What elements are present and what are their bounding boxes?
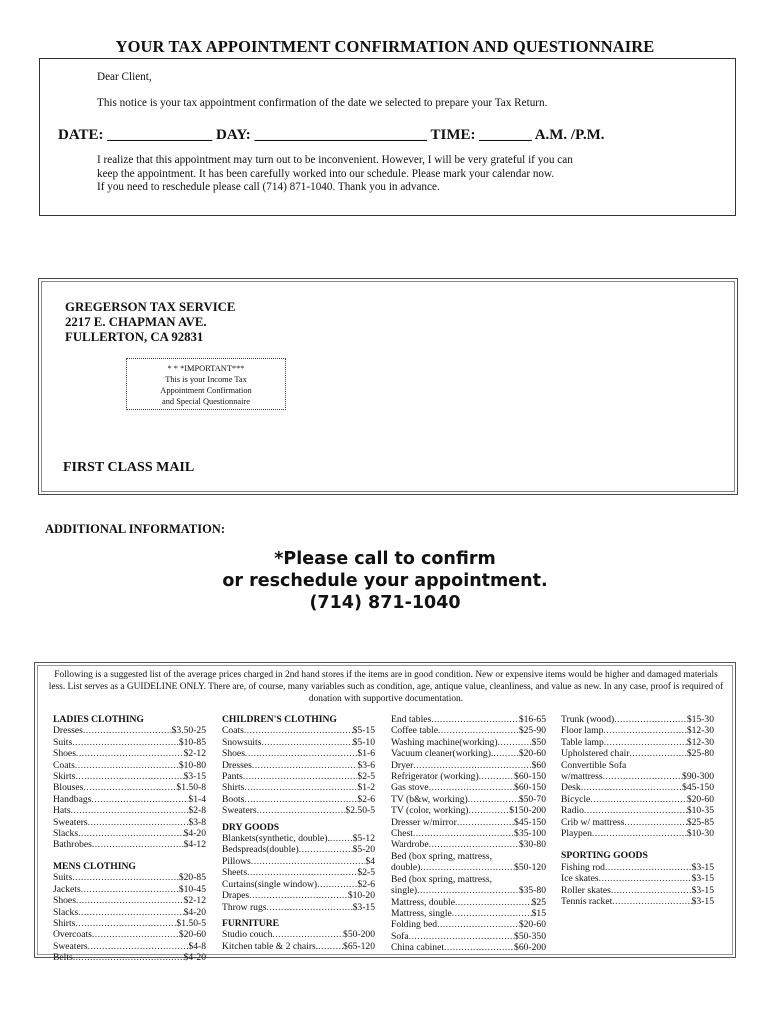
list-item: Throw rugs ..... $3-15 <box>222 902 375 913</box>
list-item: Studio couch ..... $50-200 <box>222 929 375 940</box>
price-guide-intro: Following is a suggested list of the average prices charged in 2nd hand stores if the items are in good condition. New or expensive items would be higher and damaged materials less. List serves as a GUIDELINE ONLY. There are, of course, many variables such as condition, age, antique value, cleanliness, and value as new. In any case, proof is required of donation with supportive documentation. <box>48 670 724 704</box>
list-item: Skirts ..... $3-15 <box>53 771 206 782</box>
notice-text: This notice is your tax appointment confirmation of the date we selected to prepare your Tax Return. <box>97 97 548 109</box>
price-list <box>391 714 546 851</box>
call-to-confirm-callout <box>0 548 770 614</box>
price-list <box>222 929 375 952</box>
list-item: Sweaters ..... $2.50-5 <box>222 805 375 816</box>
list-item: Sofa ..... $50-350 <box>391 931 546 942</box>
price-column-2 <box>222 714 375 952</box>
paragraph-line: If you need to reschedule please call (714) 871-1040. Thank you in advance. <box>97 181 440 193</box>
list-item: Suits ..... $20-85 <box>53 872 206 883</box>
list-item: Fishing rod ..... $3-15 <box>561 862 714 873</box>
list-item: Suits ..... $10-85 <box>53 737 206 748</box>
list-item: Overcoats ..... $20-60 <box>53 929 206 940</box>
section-heading: FURNITURE <box>222 917 280 929</box>
list-item: Shirts ..... $1.50-5 <box>53 918 206 929</box>
price-list <box>561 714 714 760</box>
greeting: Dear Client, <box>97 71 152 83</box>
list-item: Dresses ..... $3.50-25 <box>53 725 206 736</box>
list-item: Playpen ..... $10-30 <box>561 828 714 839</box>
section-heading: SPORTING GOODS <box>561 850 648 862</box>
section-heading: LADIES CLOTHING <box>53 714 144 725</box>
list-item: Slacks ..... $4-20 <box>53 828 206 839</box>
list-item: Chest ..... $35-100 <box>391 828 546 839</box>
list-item: Crib w/ mattress ..... $25-85 <box>561 817 714 828</box>
list-item: Dresser w/mirror ..... $45-150 <box>391 817 546 828</box>
list-item: China cabinet ..... $60-200 <box>391 942 546 953</box>
list-item: Shoes ..... $2-12 <box>53 895 206 906</box>
list-item: Ice skates ..... $3-15 <box>561 873 714 884</box>
section-heading: MENS CLOTHING <box>53 860 136 872</box>
price-column-1 <box>53 714 206 964</box>
important-line: Appointment Confirmation <box>160 386 252 395</box>
paragraph-line: I realize that this appointment may turn out to be inconvenient. However, I will be very grateful if you can <box>97 154 573 166</box>
reschedule-paragraph <box>97 154 573 195</box>
price-column-3 <box>391 714 546 954</box>
list-item: Table lamp ..... $12-30 <box>561 737 714 748</box>
callout-line: *Please call to confirm <box>274 549 496 569</box>
list-item: Drapes ..... $10-20 <box>222 890 375 901</box>
additional-info-heading: ADDITIONAL INFORMATION: <box>45 522 225 536</box>
list-item: Snowsuits ..... $5-10 <box>222 737 375 748</box>
list-item: Pants ..... $2-5 <box>222 771 375 782</box>
list-item: Shoes ..... $2-12 <box>53 748 206 759</box>
list-item: Shoes ..... $1-6 <box>222 748 375 759</box>
address-line: FULLERTON, CA 92831 <box>65 330 204 344</box>
list-item: End tables ..... $16-65 <box>391 714 546 725</box>
list-item: Blouses ..... $1.50-8 <box>53 782 206 793</box>
list-item: Kitchen table & 2 chairs. ..... $65-120 <box>222 941 375 952</box>
price-list <box>53 872 206 963</box>
important-line: and Special Questionnaire <box>162 397 250 406</box>
list-item: Coffee table ..... $25-90 <box>391 725 546 736</box>
list-item: Desk ..... $45-150 <box>561 782 714 793</box>
list-item: TV (color, working) ..... $150-200 <box>391 805 546 816</box>
address-line: GREGERSON TAX SERVICE <box>65 300 236 314</box>
list-item: Coats ..... $10-80 <box>53 760 206 771</box>
price-column-4 <box>561 714 714 908</box>
list-item: Folding bed ..... $20-60 <box>391 919 546 930</box>
list-item: Washing machine(working) ..... $50 <box>391 737 546 748</box>
price-list <box>222 725 375 816</box>
list-item: Handbags ..... $1-4 <box>53 794 206 805</box>
list-item: Wardrobe ..... $30-80 <box>391 839 546 850</box>
list-item: Trunk (wood) ..... $15-30 <box>561 714 714 725</box>
callout-line: or reschedule your appointment. <box>222 571 548 591</box>
list-item: Radio ..... $10-35 <box>561 805 714 816</box>
list-item: Pillows ..... $4 <box>222 856 375 867</box>
paragraph-line: keep the appointment. It has been carefully worked into our schedule. Please mark your calendar now. <box>97 167 555 180</box>
list-item: Upholstered chair ..... $25-80 <box>561 748 714 759</box>
list-item: Gas stove ..... $60-150 <box>391 782 546 793</box>
list-item: Bed (box spring, mattress, <box>391 873 492 885</box>
list-item: Mattress, double ..... $25 <box>391 897 546 908</box>
list-item: Refrigerator (working) ..... $60-150 <box>391 771 546 782</box>
list-item: double) ..... $50-120 <box>391 862 546 873</box>
important-line: * * *IMPORTANT*** <box>167 364 245 373</box>
list-item: Bedspreads(double) ..... $5-20 <box>222 844 375 855</box>
list-item: Mattress, single ..... $15 <box>391 908 546 919</box>
list-item: Tennis racket ..... $3-15 <box>561 896 714 907</box>
return-address <box>65 300 235 345</box>
list-item: Roller skates ..... $3-15 <box>561 885 714 896</box>
list-item: Dresses ..... $3-6 <box>222 760 375 771</box>
list-item: Hats ..... $2-8 <box>53 805 206 816</box>
callout-phone: (714) 871-1040 <box>309 593 461 613</box>
list-item: Sheets ..... $2-5 <box>222 867 375 878</box>
list-item: Coats ..... $5-15 <box>222 725 375 736</box>
list-item: Sweaters ..... $4-8 <box>53 941 206 952</box>
list-item: w/mattress ..... $90-300 <box>561 771 714 782</box>
price-list <box>561 782 714 839</box>
section-heading: CHILDREN'S CLOTHING <box>222 714 337 725</box>
date-day-time-line: DATE: ______________ DAY: _______________________ TIME: _______ A.M. /P.M. <box>58 127 605 143</box>
mail-class: FIRST CLASS MAIL <box>63 460 195 475</box>
list-item: Bed (box spring, mattress, <box>391 850 492 862</box>
price-list <box>391 897 546 954</box>
important-line: This is your Income Tax <box>165 375 247 384</box>
list-item: Blankets(synthetic, double). ..... $5-12 <box>222 833 375 844</box>
list-item: Belts ..... $4-20 <box>53 952 206 963</box>
list-item: Dryer ..... $60 <box>391 760 546 771</box>
price-list <box>222 833 375 913</box>
list-item: single) ..... $35-80 <box>391 885 546 896</box>
list-item: Sweaters ..... $3-8 <box>53 817 206 828</box>
list-item: Bathrobes ..... $4-12 <box>53 839 206 850</box>
list-item: Vacuum cleaner(working). ..... $20-60 <box>391 748 546 759</box>
list-item: Boots ..... $2-6 <box>222 794 375 805</box>
address-line: 2217 E. CHAPMAN AVE. <box>65 315 207 329</box>
price-list <box>561 862 714 908</box>
list-item: TV (b&w, working) ..... $50-70 <box>391 794 546 805</box>
list-item: Jackets ..... $10-45 <box>53 884 206 895</box>
list-item: Curtains(single window) ..... $2-6 <box>222 879 375 890</box>
list-item: Shirts ..... $1-2 <box>222 782 375 793</box>
section-heading: DRY GOODS <box>222 821 280 833</box>
list-item: Bicycle ..... $20-60 <box>561 794 714 805</box>
list-item: Convertible Sofa <box>561 759 627 771</box>
price-list <box>53 725 206 850</box>
list-item: Slacks ..... $4-20 <box>53 907 206 918</box>
page-title: YOUR TAX APPOINTMENT CONFIRMATION AND QUESTIONNAIRE <box>115 37 655 56</box>
important-notice-box <box>126 358 286 410</box>
list-item: Floor lamp ..... $12-30 <box>561 725 714 736</box>
